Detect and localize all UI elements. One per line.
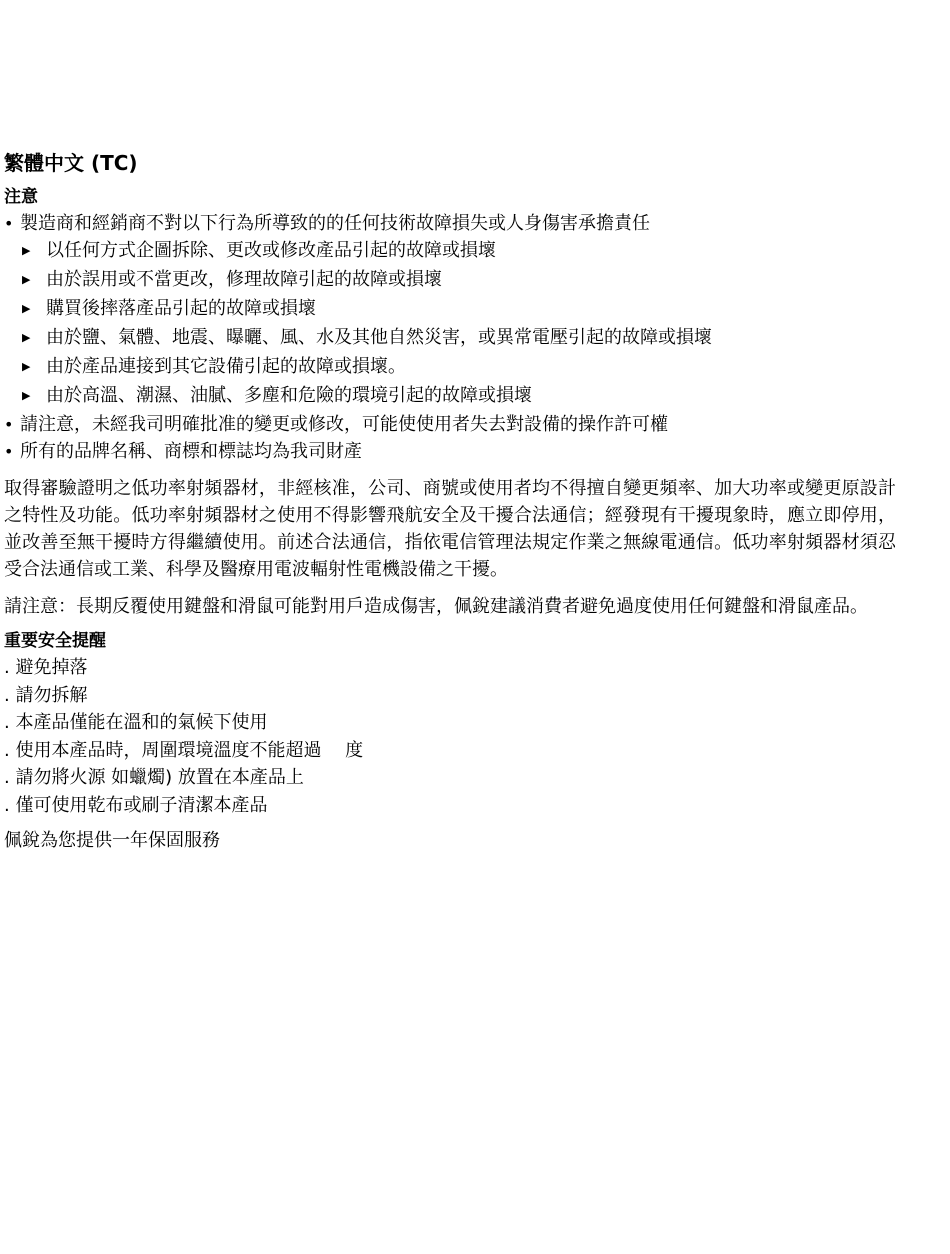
safety-item: . 請勿將火源 如蠟燭) 放置在本產品上 <box>4 767 304 788</box>
bullet-icon: • <box>4 442 14 461</box>
safety-item: . 使用本產品時，周圍環境溫度不能超過 度 <box>4 739 364 761</box>
triangle-bullet-icon: ▶ <box>22 389 31 402</box>
notice-bullet <box>4 210 904 237</box>
notice-sub-item <box>4 237 904 266</box>
notice-sub-item <box>4 266 904 295</box>
triangle-bullet-icon: ▶ <box>22 331 31 344</box>
warranty-text: 佩銳為您提供一年保固服務 <box>4 830 220 851</box>
notice-sub-item-text: 購買後摔落產品引起的故障或損壞 <box>46 298 316 319</box>
notice-sub-item <box>4 353 904 382</box>
safety-heading: 重要安全提醒 <box>4 631 106 651</box>
notice-sub-item-text: 由於鹽、氣體、地震、曝曬、風、水及其他自然災害，或異常電壓引起的故障或損壞 <box>46 327 712 348</box>
safety-item: . 本產品僅能在溫和的氣候下使用 <box>4 712 268 733</box>
safety-item: . 僅可使用乾布或刷子清潔本產品 <box>4 794 268 816</box>
bullet-icon: • <box>4 214 14 233</box>
notice-sub-item-text: 由於誤用或不當更改，修理故障引起的故障或損壞 <box>46 269 442 290</box>
notice-sub-item <box>4 324 904 353</box>
notice-sub-item <box>4 382 904 411</box>
notice-sub-item <box>4 295 904 324</box>
bullet-icon: • <box>4 415 14 434</box>
safety-item: . 避免掉落 <box>4 657 88 678</box>
notice-bullet-text: 請注意，未經我司明確批准的變更或修改，可能使使用者失去對設備的操作許可權 <box>20 414 668 435</box>
triangle-bullet-icon: ▶ <box>22 302 31 315</box>
notice-bullet <box>4 411 904 438</box>
notice-sub-item-text: 以任何方式企圖拆除、更改或修改產品引起的故障或損壞 <box>46 240 496 261</box>
triangle-bullet-icon: ▶ <box>22 244 31 257</box>
notice-sub-item-text: 由於高溫、潮濕、油膩、多塵和危險的環境引起的故障或損壞 <box>46 385 532 406</box>
page-title: 繁體中文 (TC) <box>4 151 138 175</box>
notice-bullet-text: 製造商和經銷商不對以下行為所導致的的任何技術故障損失或人身傷害承擔責任 <box>20 213 650 234</box>
regulatory-paragraph: 取得審驗證明之低功率射頻器材，非經核准，公司、商號或使用者均不得擅自變更頻率、加大功率或變更原設計之特性及功能。低功率射頻器材之使用不得影響飛航安全及干擾合法通信；經發現有干擾現象時，應立即停用，並改善至無干擾時方得繼續使用。前述合法通信，指依電信管理法規定作業之無線電通信。低功率射頻器材須忍受合法通信或工業、科學及醫療用電波輻射性電機設備之干擾。 <box>4 478 896 580</box>
notice-sub-item-text: 由於產品連接到其它設備引起的故障或損壞。 <box>46 356 406 377</box>
notice-heading: 注意 <box>4 187 38 207</box>
document-page <box>4 148 904 854</box>
triangle-bullet-icon: ▶ <box>22 360 31 373</box>
notice-bullet <box>4 438 904 465</box>
notice-bullet-text: 所有的品牌名稱、商標和標誌均為我司財產 <box>20 441 362 462</box>
triangle-bullet-icon: ▶ <box>22 273 31 286</box>
health-warning-paragraph: 請注意：長期反覆使用鍵盤和滑鼠可能對用戶造成傷害，佩銳建議消費者避免過度使用任何鍵盤和滑鼠產品。 <box>4 596 868 617</box>
safety-item: . 請勿拆解 <box>4 684 88 706</box>
